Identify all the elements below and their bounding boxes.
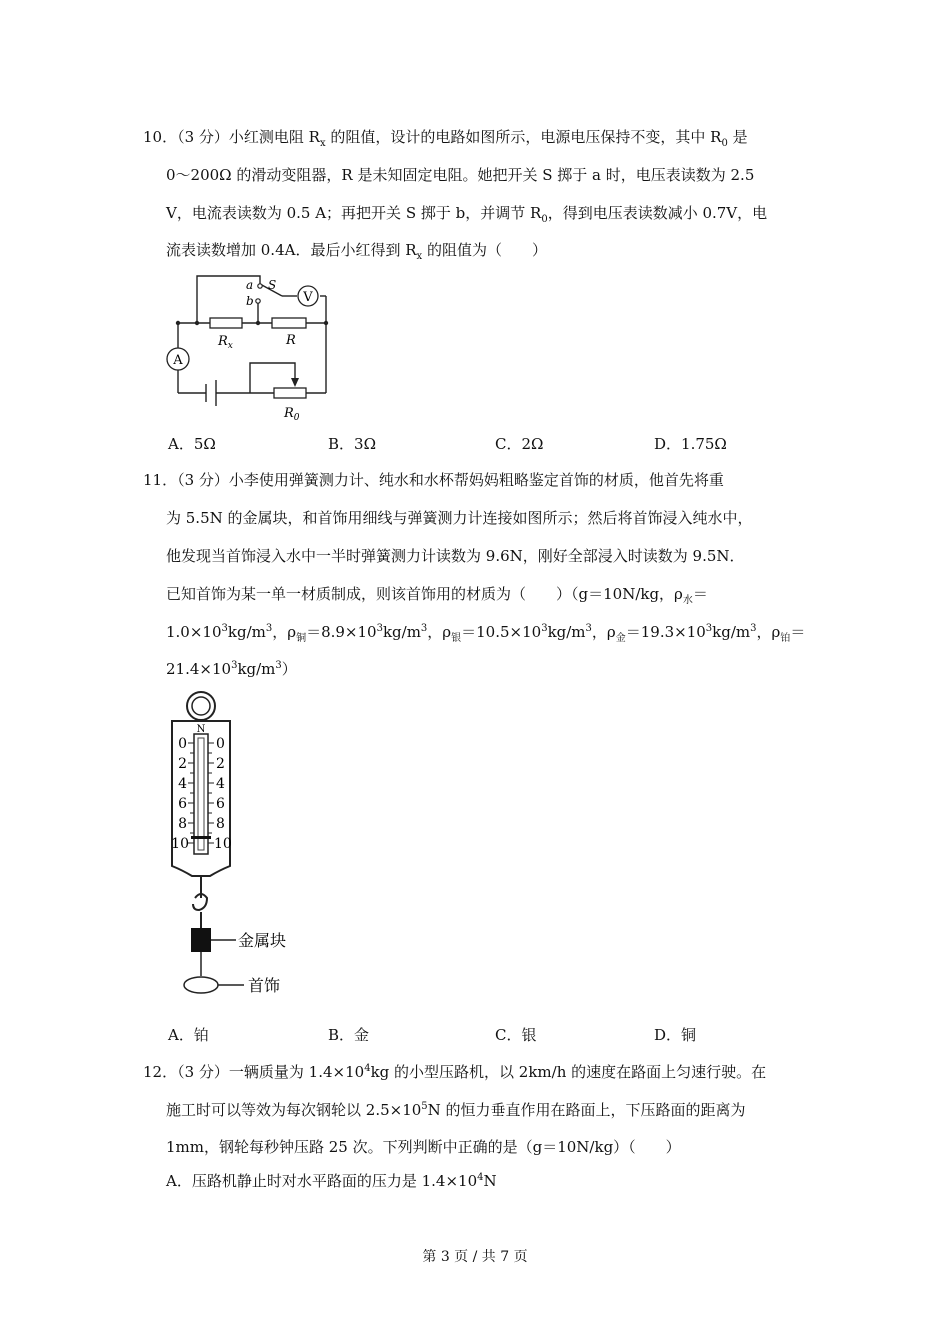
switch-b-label: b: [246, 294, 254, 308]
slider-arrow-icon: [291, 378, 299, 387]
scale-right-label: 2: [216, 756, 225, 772]
scale-right-label: 4: [216, 776, 225, 792]
q11-line-2: 为 5.5N 的金属块，和首饰用细线与弹簧测力计连接如图所示；然后将首饰浸入纯水中，: [166, 509, 753, 527]
q10-line-2: 0～200Ω 的滑动变阻器，R 是未知固定电阻。她把开关 S 掷于 a 时，电压表读数为 2.5: [166, 166, 755, 184]
q10-line-1: 10．（3 分）小红测电阻 $R_x$ 的阻值，设计的电路如图所示，电源电压保持不变，其中 $R_0$ 是: [143, 128, 748, 149]
scale-left-label: 8: [178, 816, 187, 832]
scale-right-label: 6: [216, 796, 225, 812]
q11-spring-scale-diagram: [160, 688, 320, 1000]
rx-label: $R_x$: [218, 334, 233, 351]
q10-option-d[interactable]: D．1.75Ω: [654, 435, 727, 453]
q11-option-b[interactable]: B．金: [328, 1026, 370, 1044]
q10-line-4: 流表读数增加 0.4A．最后小红得到 $R_x$ 的阻值为（ ）: [166, 241, 547, 262]
r0-label: $R_0$: [284, 406, 300, 423]
metal-block: [191, 928, 211, 952]
r-label: R: [286, 333, 296, 348]
q11-line-3: 他发现当首饰浸入水中一半时弹簧测力计读数为 9.6N，刚好全部浸入时读数为 9.5N．: [166, 547, 745, 565]
page-footer: 第 3 页 / 共 7 页: [422, 1249, 528, 1265]
resistor-rx: [210, 318, 242, 328]
scale-left-label: 10: [171, 836, 189, 852]
q11-option-a[interactable]: A．铂: [168, 1026, 209, 1044]
q11-line-4: 已知首饰为某一单一材质制成，则该首饰用的材质为（ ）（g＝10N/kg，$\rho_水=$: [166, 585, 708, 606]
scale-right-label: 8: [216, 816, 225, 832]
jewelry-label: 首饰: [248, 976, 281, 995]
resistor-r: [272, 318, 306, 328]
scale-unit-label: N: [196, 724, 206, 735]
q12-line-1: 12．（3 分）一辆质量为 $1.4\times 10^4kg$ 的小型压路机，以 2km/h 的速度在路面上匀速行驶。在: [143, 1063, 767, 1081]
switch-s-label: S: [268, 278, 277, 292]
metal-block-label: 金属块: [238, 931, 287, 950]
scale-left-label: 4: [178, 776, 187, 792]
q11-line-1: 11．（3 分）小李使用弹簧测力计、纯水和水杯帮妈妈粗略鉴定首饰的材质，他首先将重: [143, 471, 724, 489]
jewelry-icon: [184, 977, 218, 993]
q12-option-a[interactable]: A．压路机静止时对水平路面的压力是 $1.4\times 10^4N$: [166, 1172, 497, 1190]
scale-left-label: 0: [178, 736, 187, 752]
q11-option-d[interactable]: D．铜: [654, 1026, 697, 1044]
rheostat-r0: [274, 388, 306, 398]
q12-line-2: 施工时可以等效为每次钢轮以 $2.5\times 10^5N$ 的恒力垂直作用在路面上，下压路面的距离为: [166, 1101, 746, 1119]
q11-line-6: $21.4\times 10^3kg/m^3$）: [166, 660, 297, 678]
voltmeter-label: V: [303, 290, 313, 305]
switch-a-label: a: [246, 278, 254, 292]
scale-pointer: [191, 836, 211, 839]
ammeter-label: A: [173, 353, 183, 368]
q10-circuit-diagram: [160, 268, 340, 428]
scale-left-label: 2: [178, 756, 187, 772]
q11-option-c[interactable]: C．银: [495, 1026, 537, 1044]
scale-right-label: 0: [216, 736, 225, 752]
q10-option-c[interactable]: C．2Ω: [495, 435, 544, 453]
q12-line-3: 1mm，钢轮每秒钟压路 25 次。下列判断中正确的是（g＝10N/kg）（ ）: [166, 1138, 681, 1156]
scale-left-label: 6: [178, 796, 187, 812]
scale-right-label: 10: [214, 836, 232, 852]
q10-option-a[interactable]: A．5Ω: [168, 435, 216, 453]
q11-line-5: $1.0\times 10^3kg/m^3$，$\rho_铜=8.9\times 10^3kg/m^3$，$\rho_银=10.5\times 10^3kg/m^3$，$\rho_金=19.3\times 10^3kg/m^3$，$\rho_铂=$: [166, 623, 806, 644]
q10-line-3: V，电流表读数为 0.5 A；再把开关 S 掷于 b，并调节 $R_0$，得到电压表读数减小 0.7V，电: [166, 204, 768, 225]
q10-option-b[interactable]: B．3Ω: [328, 435, 377, 453]
